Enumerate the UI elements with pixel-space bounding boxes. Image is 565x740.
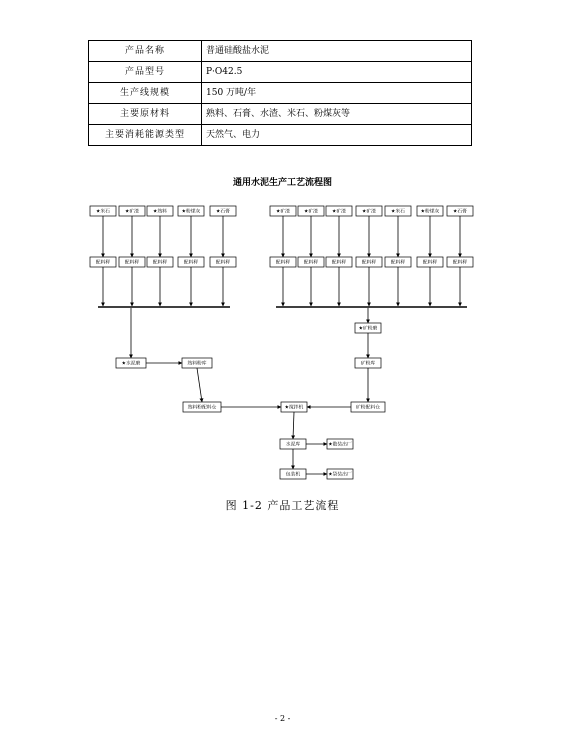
flow-node-clinker-batch [183, 402, 221, 412]
flow-node-label: ★石膏 [216, 209, 230, 215]
table-key: 产品名称 [89, 41, 202, 62]
flow-node-label: 熟料粉库 [187, 361, 207, 367]
page-number: - 2 - [274, 714, 291, 723]
flow-node-label: 配料秤 [152, 260, 168, 266]
flow-node-r-in-4 [356, 206, 382, 216]
flow-node-r-s-6 [417, 257, 443, 267]
flow-node-packer [280, 469, 306, 479]
flow-node-label: 包装机 [285, 472, 301, 478]
flow-node-label: ★矿渣 [125, 209, 139, 215]
table-key: 产品型号 [89, 62, 202, 83]
figure-caption: 图 1-2 产品工艺流程 [225, 499, 340, 512]
flow-node-r-s-4 [356, 257, 382, 267]
flow-node-r-in-2 [298, 206, 324, 216]
flow-node-r-in-6 [417, 206, 443, 216]
flow-node-r-in-5 [385, 206, 411, 216]
flow-node-label: 配料秤 [275, 260, 291, 266]
flow-arrow [293, 412, 294, 439]
table-key: 主要消耗能源类型 [89, 125, 202, 146]
flow-node-label: 水泥库 [285, 442, 301, 448]
flow-node-label: 配料秤 [183, 260, 199, 266]
flow-nodes [90, 206, 473, 479]
flow-node-label: 配料秤 [95, 260, 111, 266]
flow-node-label: ★米石 [96, 209, 110, 215]
flow-node-slag-mill [355, 323, 381, 333]
table-key: 生产线规模 [89, 83, 202, 104]
flow-node-label: ★袋装出厂 [328, 472, 352, 478]
flow-node-label: 矿粉库 [360, 361, 376, 367]
flow-node-l-in-2 [119, 206, 145, 216]
flow-node-label: ★石膏 [453, 209, 467, 215]
flow-node-label: 配料秤 [390, 260, 406, 266]
flow-node-r-s-7 [447, 257, 473, 267]
table-value: 熟料、石膏、水渣、米石、粉煤灰等 [202, 104, 472, 125]
flow-node-r-in-7 [447, 206, 473, 216]
flow-node-label: ★矿渣 [362, 209, 376, 215]
flow-node-bag-out [327, 469, 353, 479]
table-value: 天然气、电力 [202, 125, 472, 146]
flow-node-mixer [281, 402, 307, 412]
flow-node-slag-batch [351, 402, 385, 412]
flow-node-r-in-1 [270, 206, 296, 216]
flow-node-r-s-3 [326, 257, 352, 267]
flowchart-title: 通用水泥生产工艺流程图 [232, 178, 332, 188]
flow-node-label: 配料秤 [361, 260, 377, 266]
flow-node-label: 配料秤 [331, 260, 347, 266]
flow-node-label: 配料秤 [422, 260, 438, 266]
flow-node-label: ★粉煤灰 [420, 209, 440, 215]
flow-node-label: 配料秤 [452, 260, 468, 266]
flow-node-label: ★米石 [391, 209, 405, 215]
table-value: P·O42.5 [202, 62, 472, 83]
flow-node-label: ★矿粉磨 [358, 326, 378, 332]
flow-node-l-s-1 [90, 257, 116, 267]
flow-node-r-s-2 [298, 257, 324, 267]
flow-node-l-s-5 [210, 257, 236, 267]
flow-node-label: ★粉煤灰 [181, 209, 201, 215]
table-value: 150 万吨/年 [202, 83, 472, 104]
flow-node-label: ★熟料 [153, 209, 167, 215]
flow-node-cement-mill [116, 358, 146, 368]
flow-node-r-s-1 [270, 257, 296, 267]
flow-node-l-in-5 [210, 206, 236, 216]
flow-node-l-s-3 [147, 257, 173, 267]
flow-node-label: 配料秤 [303, 260, 319, 266]
flow-node-r-in-3 [326, 206, 352, 216]
flow-node-label: ★矿渣 [332, 209, 346, 215]
flow-node-label: ★矿渣 [304, 209, 318, 215]
flow-node-label: ★矿渣 [276, 209, 290, 215]
flow-node-clinker-silo [182, 358, 212, 368]
flow-connectors [95, 216, 467, 474]
flow-node-label: ★散装出厂 [328, 442, 352, 448]
flow-node-label: 矿粉配料仓 [356, 405, 380, 411]
flow-node-label: ★搅拌机 [284, 405, 304, 411]
flow-node-l-in-4 [178, 206, 204, 216]
flow-arrow [197, 368, 202, 402]
flow-node-slag-silo [355, 358, 381, 368]
flow-node-label: 配料秤 [124, 260, 140, 266]
flow-node-r-s-5 [385, 257, 411, 267]
flow-node-label: ★水泥磨 [121, 361, 141, 367]
flow-node-l-in-3 [147, 206, 173, 216]
flow-node-l-s-4 [178, 257, 204, 267]
flow-node-l-in-1 [90, 206, 116, 216]
table-value: 普通硅酸盐水泥 [202, 41, 472, 62]
flow-node-l-s-2 [119, 257, 145, 267]
table-key: 主要原材料 [89, 104, 202, 125]
flow-node-cement-silo [280, 439, 306, 449]
flow-node-bulk-out [327, 439, 353, 449]
flow-node-label: 熟料粉配料仓 [187, 405, 217, 411]
flow-node-label: 配料秤 [215, 260, 231, 266]
